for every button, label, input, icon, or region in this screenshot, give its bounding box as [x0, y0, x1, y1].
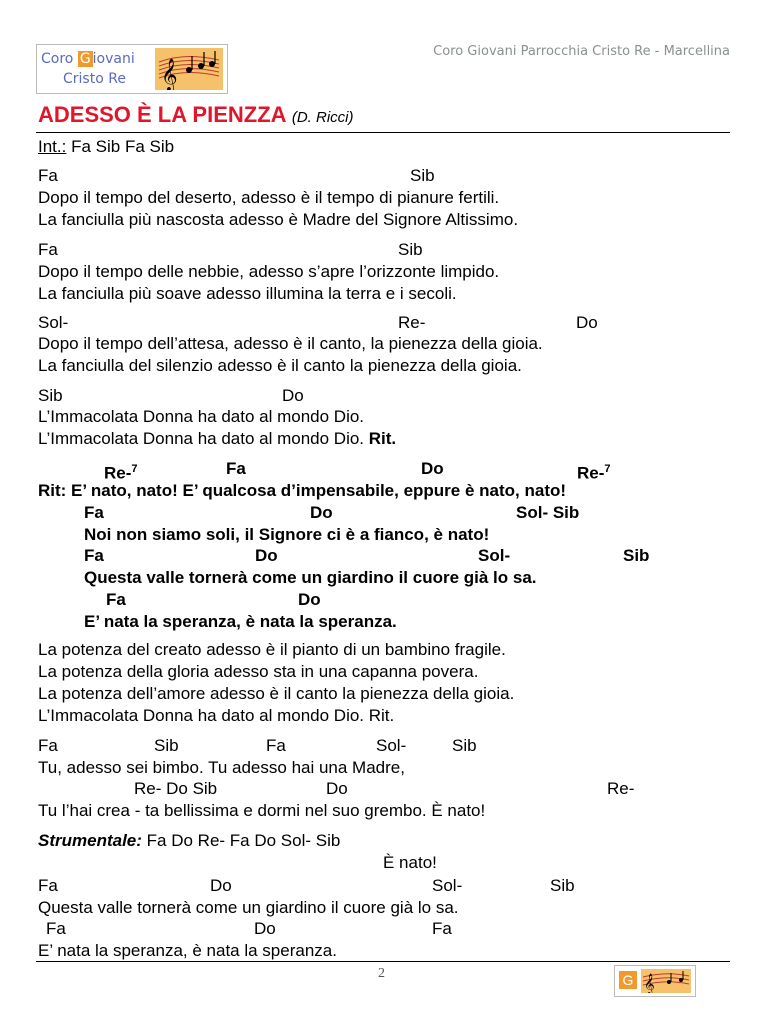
lyric-line: È nato! [383, 853, 437, 872]
lyric-line: La potenza del creato adesso è il pianto di un bambino fragile. [38, 640, 506, 659]
chord: Sib [550, 876, 575, 895]
chord: Fa [226, 459, 246, 478]
lyric-line: La fanciulla più nascosta adesso è Madre del Signore Altissimo. [38, 210, 519, 229]
lyric-line: Dopo il tempo dell’attesa, adesso è il canto, la pienezza della gioia. [38, 334, 543, 353]
lyric-line [38, 429, 396, 449]
lyric-line: L’Immacolata Donna ha dato al mondo Dio. Rit. [38, 706, 395, 725]
intro-line [38, 137, 174, 157]
logo-text-post: iovani [92, 51, 135, 67]
chord: Sib [398, 240, 423, 259]
chord: Sol- [376, 736, 407, 755]
svg-text:𝄞: 𝄞 [644, 974, 655, 993]
chord: Fa [46, 919, 66, 938]
chord: Do [282, 386, 304, 405]
lyric-line: E’ nata la speranza, è nata la speranza. [38, 941, 337, 960]
instrumental-chords: Fa Do Re- Fa Do Sol- Sib [141, 831, 341, 850]
intro-label: Int.: [38, 137, 67, 156]
page-number: 2 [378, 966, 385, 981]
chord: Do [298, 590, 321, 609]
title-divider [36, 132, 730, 133]
lyric-line: Tu l’hai crea - ta bellissima e dormi nel suo grembo. È nato! [38, 801, 486, 820]
chord: Sol- [38, 313, 69, 332]
refrain-line: Rit: E’ nato, nato! E’ qualcosa d’impensabile, eppure è nato, nato! [38, 481, 567, 500]
chord: Do [576, 313, 598, 332]
chord: Do [310, 503, 333, 522]
chord: Re- Do Sib [134, 779, 218, 798]
lyric-line: Questa valle tornerà come un giardino il cuore già lo sa. [38, 898, 459, 917]
lyric-line: Tu, adesso sei bimbo. Tu adesso hai una Madre, [38, 758, 405, 777]
song-author: (D. Ricci) [291, 109, 354, 126]
choir-logo [36, 44, 228, 94]
instrumental-label: Strumentale: [38, 831, 142, 850]
logo-text-line2: Cristo Re [63, 71, 126, 87]
chord-text: Re- [104, 463, 132, 483]
chord: Sol- [478, 546, 511, 565]
header-parish-text: Coro Giovani Parrocchia Cristo Re - Marcellina [433, 44, 730, 59]
chord: Do [326, 779, 348, 798]
music-notes-icon [641, 969, 691, 993]
chord: Sol- [432, 876, 463, 895]
lyric-line: La fanciulla del silenzio adesso è il canto la pienezza della gioia. [38, 356, 522, 375]
lyric-line: La potenza dell’amore adesso è il canto la pienezza della gioia. [38, 684, 515, 703]
chord: Sib [38, 386, 63, 405]
instrumental-line [38, 831, 340, 851]
refrain-line: E’ nata la speranza, è nata la speranza. [84, 612, 397, 631]
music-notes-icon [155, 48, 223, 90]
chord: Sib [154, 736, 179, 755]
chord-text: Re- [577, 463, 605, 483]
chord: Fa [266, 736, 286, 755]
lyric-line: La fanciulla più soave adesso illumina la terra e i secoli. [38, 284, 457, 303]
lyric-line: La potenza della gloria adesso sta in una capanna povera. [38, 662, 479, 681]
song-title [38, 102, 354, 128]
footer-divider [36, 961, 730, 962]
chord: Do [254, 919, 276, 938]
chord: Re- [398, 313, 426, 332]
chord: Sib [623, 546, 650, 565]
chord: Sol- Sib [516, 503, 580, 522]
chord: Do [255, 546, 278, 565]
logo-text-pre: Coro [41, 51, 78, 67]
chord: Sib [452, 736, 477, 755]
chord: Fa [106, 590, 126, 609]
rit-marker: Rit. [368, 429, 397, 448]
lyric-text: L’Immacolata Donna ha dato al mondo Dio. [38, 429, 365, 448]
chord-sup: 7 [604, 463, 611, 475]
svg-text:𝄞: 𝄞 [161, 58, 178, 90]
lyric-line: Dopo il tempo del deserto, adesso è il tempo di pianure fertili. [38, 188, 500, 207]
lyric-line: L’Immacolata Donna ha dato al mondo Dio. [38, 407, 365, 426]
chord: Fa [432, 919, 452, 938]
chord [577, 459, 611, 484]
chord: Do [421, 459, 444, 478]
footer-logo [614, 965, 696, 997]
chord: Fa [84, 503, 104, 522]
chord: Fa [38, 240, 58, 259]
chord-sup: 7 [131, 463, 138, 475]
footer-logo-g: G [619, 971, 637, 989]
chord [104, 459, 138, 484]
chord: Fa [38, 736, 58, 755]
chord: Sib [410, 166, 435, 185]
intro-chords: Fa Sib Fa Sib [66, 137, 175, 156]
chord: Fa [38, 876, 58, 895]
lyric-line: Dopo il tempo delle nebbie, adesso s’apre l’orizzonte limpido. [38, 262, 500, 281]
chord: Fa [38, 166, 58, 185]
chord: Fa [84, 546, 104, 565]
logo-g-letter: G [79, 51, 91, 67]
song-title-text: ADESSO È LA PIENZZA [38, 102, 286, 127]
refrain-line: Questa valle tornerà come un giardino il cuore già lo sa. [84, 568, 537, 587]
logo-text-line1 [41, 51, 135, 67]
chord: Do [210, 876, 232, 895]
refrain-line: Noi non siamo soli, il Signore ci è a fianco, è nato! [84, 525, 490, 544]
chord: Re- [607, 779, 635, 798]
